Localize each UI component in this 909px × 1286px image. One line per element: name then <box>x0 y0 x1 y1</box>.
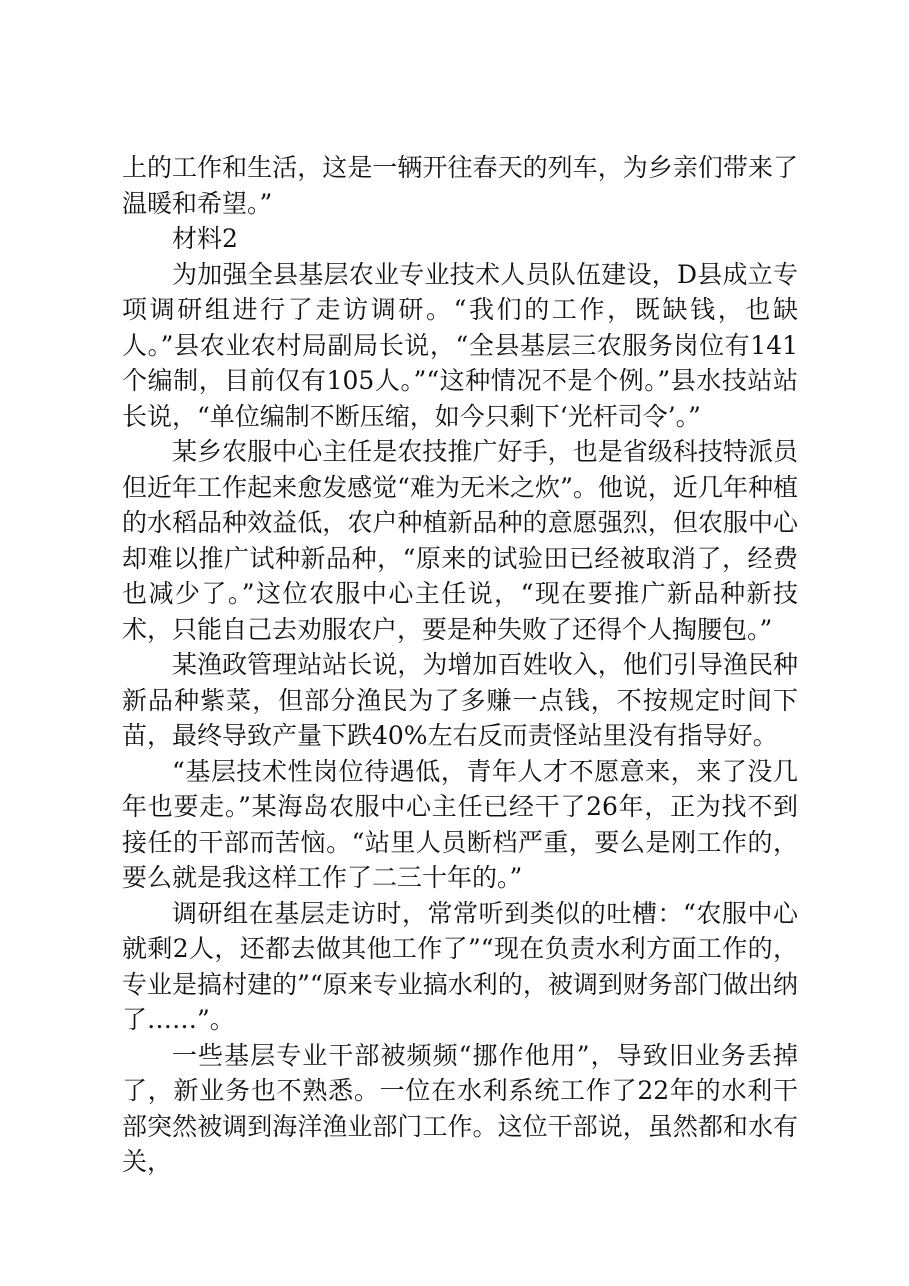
section-heading-material-2: 材料2 <box>172 224 238 253</box>
paragraph-staffing: 为加强全县基层农业专业技术人员队伍建设，D县成立专项调研组进行了走访调研。“我们的工作，既缺钱，也缺人。”县农业农村局副局长说，“全县基层三农服务岗位有141个编制，目前仅有105人。”“这种情况不是个例。”县水技站站长说，“单位编制不断压缩，如今只剩下‘光杆司令’。” <box>122 259 798 431</box>
paragraph-talent: “基层技术性岗位待遇低，青年人才不愿意来，来了没几年也要走。”某海岛农服中心主任已经干了26年，正为找不到接任的干部而苦恼。“站里人员断档严重，要么是刚工作的，要么就是我这样工作了二三十年的。” <box>122 756 798 892</box>
paragraph-complaints: 调研组在基层走访时，常常听到类似的吐槽：“农服中心就剩2人，还都去做其他工作了”“现在负责水利方面工作的，专业是搞村建的”“原来专业搞水利的，被调到财务部门做出纳了……”。 <box>122 898 798 1034</box>
paragraph-agri-center: 某乡农服中心主任是农技推广好手，也是省级科技特派员但近年工作起来愈发感觉“难为无米之炊”。他说，近几年种植的水稻品种效益低，农户种植新品种的意愿强烈，但农服中心却难以推广试种新品种，“原来的试验田已经被取消了，经费也减少了。”这位农服中心主任说，“现在要推广新品种新技术，只能自己去劝服农户，要是种失败了还得个人掏腰包。” <box>122 437 798 644</box>
paragraph-continued: 上的工作和生活，这是一辆开往春天的列车，为乡亲们带来了温暖和希望。” <box>122 153 798 218</box>
paragraph-fishery: 某渔政管理站站长说，为增加百姓收入，他们引导渔民种新品种紫菜，但部分渔民为了多赚一点钱，不按规定时间下苗，最终导致产量下跌40%左右反而责怪站里没有指导好。 <box>122 650 798 750</box>
document-body <box>122 150 798 1180</box>
paragraph-reassignment: 一些基层专业干部被频频“挪作他用”，导致旧业务丢掉了，新业务也不熟悉。一位在水利系统工作了22年的水利干部突然被调到海洋渔业部门工作。这位干部说，虽然都和水有关， <box>122 1040 798 1176</box>
